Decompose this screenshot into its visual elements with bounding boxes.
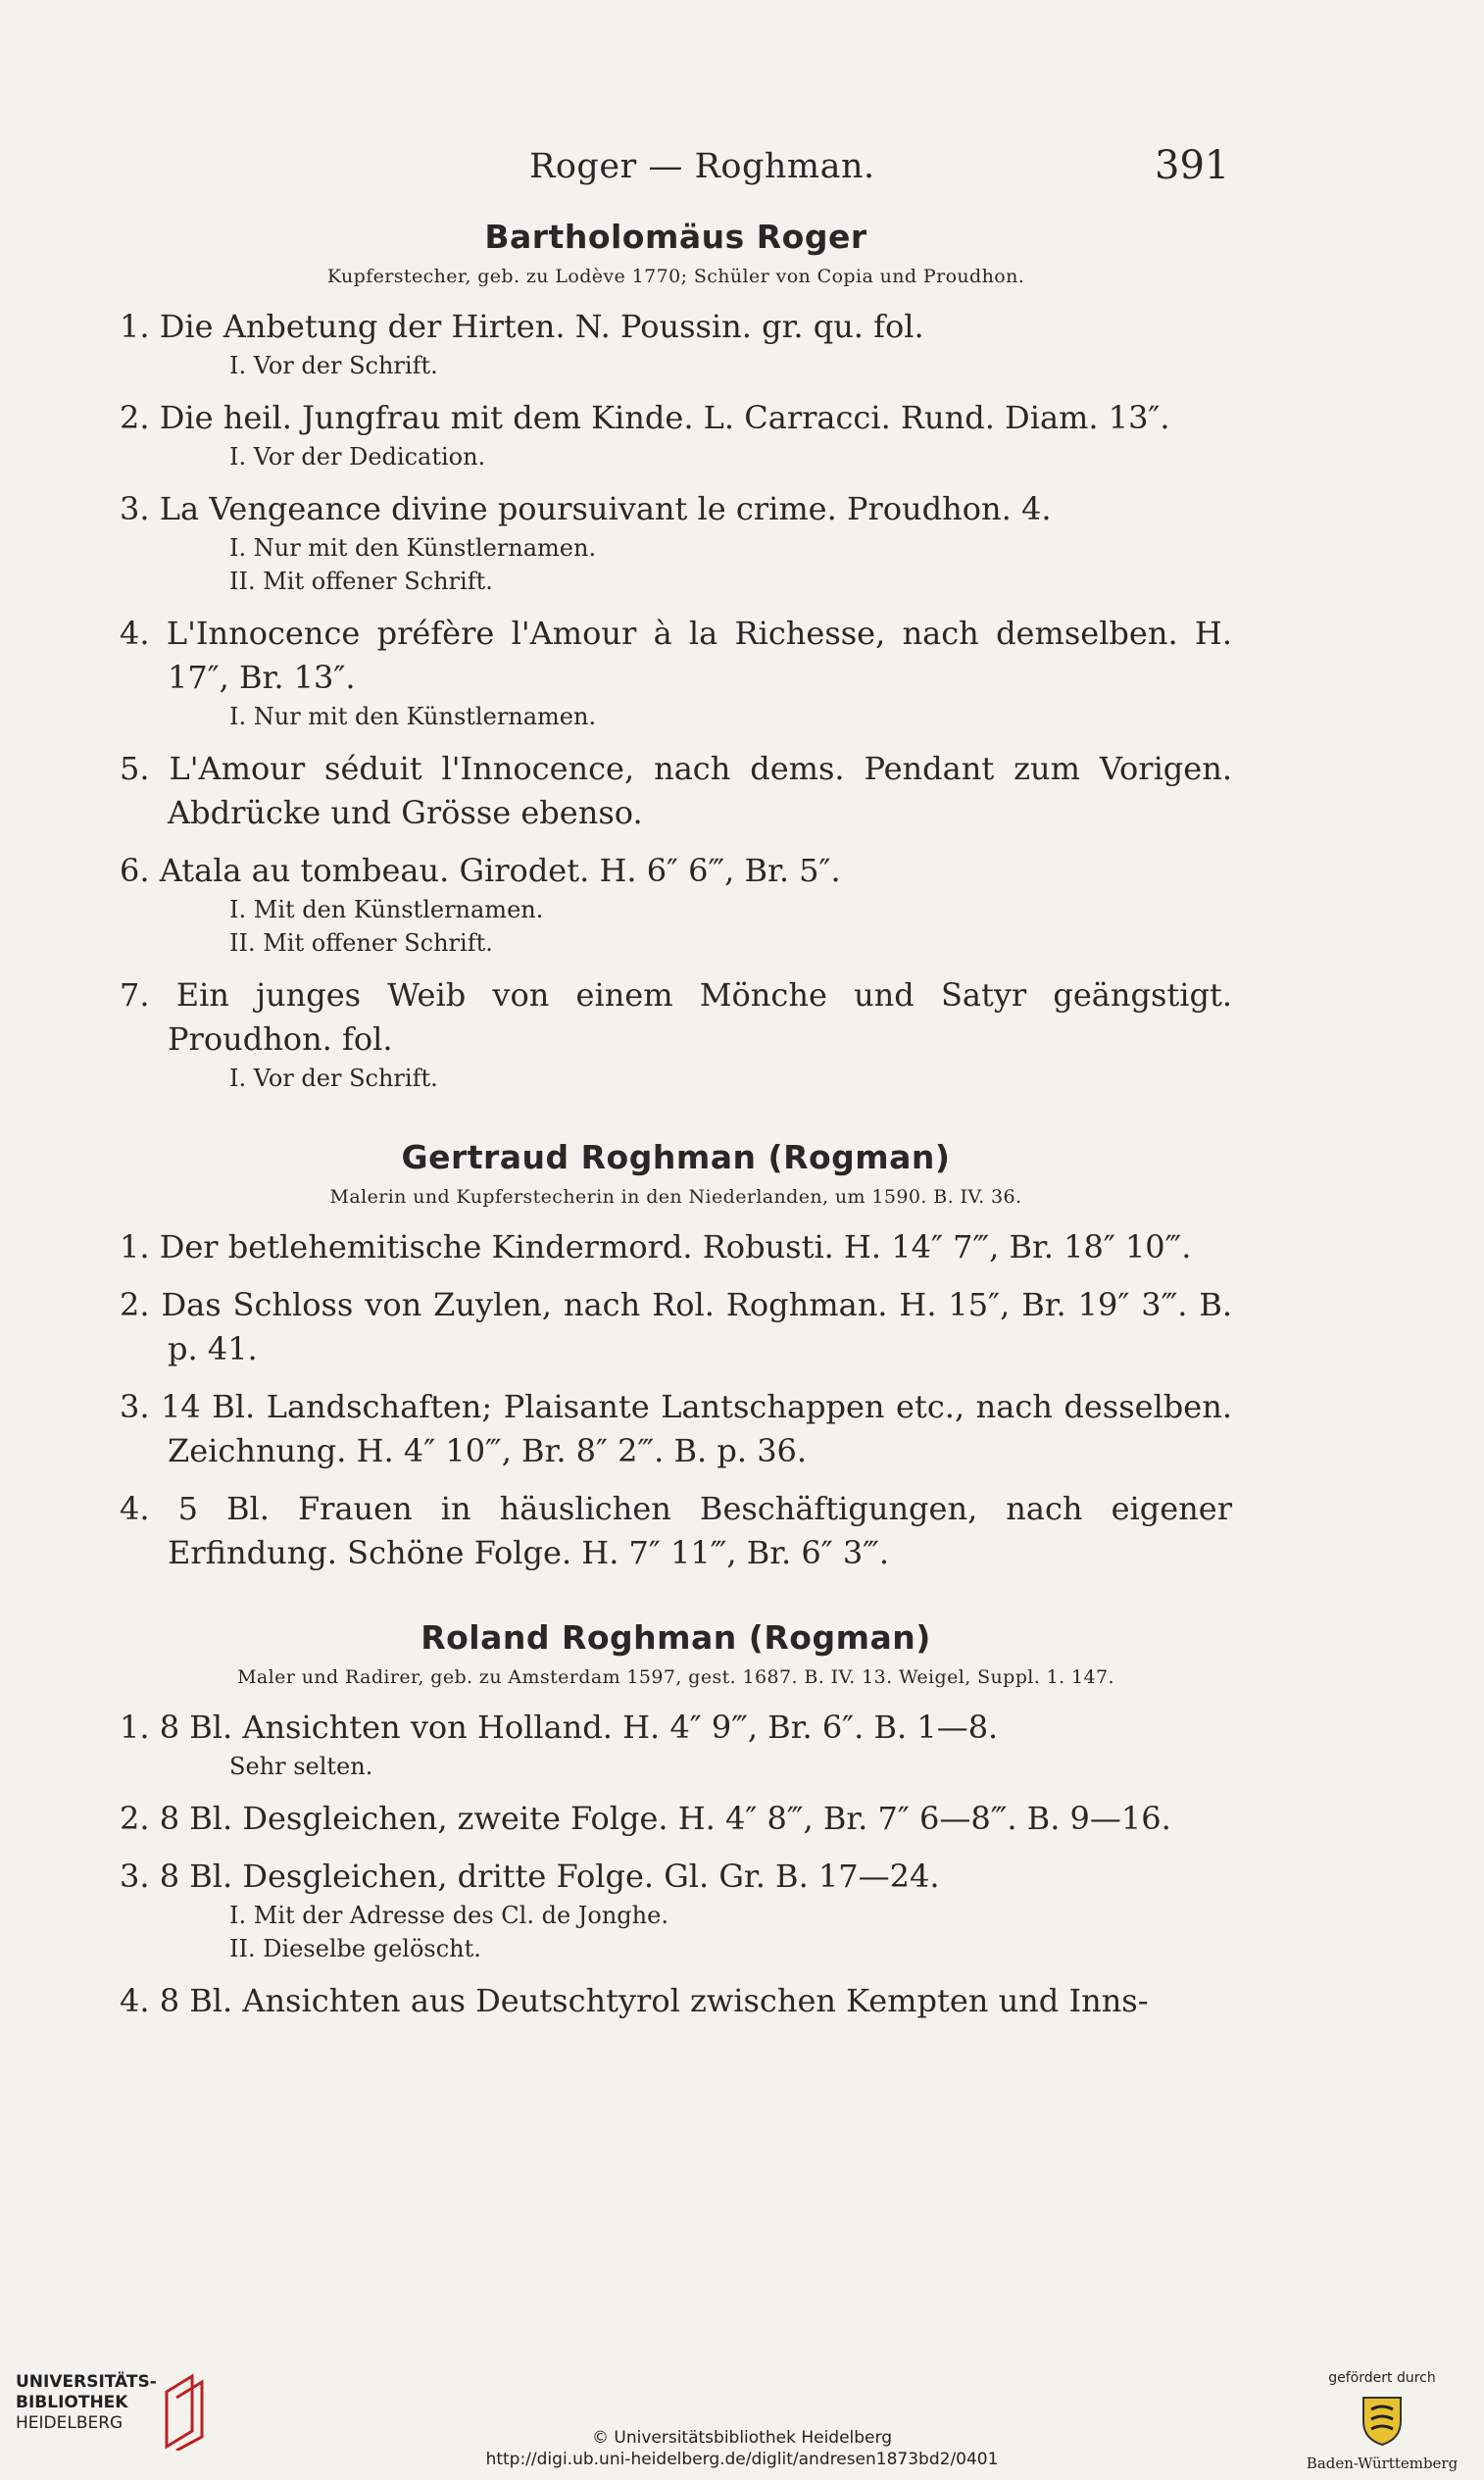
section-title: Gertraud Roghman (Rogman) [401,1138,951,1176]
section-subtitle: Kupferstecher, geb. zu Lodève 1770; Schüler von Copia und Proudhon. [326,266,1025,287]
entry-text: 2. Die heil. Jungfrau mit dem Kinde. L. Carracci. Rund. Diam. 13″. [120,399,1170,436]
entry-text: 7. Ein junges Weib von einem Mönche und Satyr geängstigt. Proudhon. fol. [120,976,1232,1058]
catalog-entry [120,305,1232,382]
entry-text: 1. Die Anbetung der Hirten. N. Poussin. gr. qu. fol. [120,308,924,345]
entry-text: 3. La Vengeance divine poursuivant le crime. Proudhon. 4. [120,490,1052,527]
coat-of-arms-icon [1358,2392,1407,2447]
funder-name: Baden-Württemberg [1306,2455,1459,2472]
catalog-entry [120,1706,1232,1783]
library-name-line3: HEIDELBERG [16,2413,124,2433]
section-subtitle: Maler und Radirer, geb. zu Amsterdam 1597, gest. 1687. B. IV. 13. Weigel, Suppl. 1. 147. [237,1666,1114,1688]
entry-state: I. Vor der Schrift. [229,1065,438,1092]
entry-text: 6. Atala au tombeau. Girodet. H. 6″ 6‴, Br. 5″. [120,852,841,889]
catalog-entry [120,612,1232,733]
catalog-entry [120,1225,1232,1269]
catalog-entry [120,1797,1232,1841]
entry-state: II. Dieselbe gelöscht. [229,1935,481,1962]
entry-text: 1. Der betlehemitische Kindermord. Robusti. H. 14″ 7‴, Br. 18″ 10‴. [120,1228,1192,1265]
section-subtitle: Malerin und Kupferstecherin in den Niederlanden, um 1590. B. IV. 36. [329,1186,1022,1208]
catalog-entry [120,973,1232,1095]
entry-text: 2. Das Schloss von Zuylen, nach Rol. Roghman. H. 15″, Br. 19″ 3‴. B. p. 41. [120,1286,1232,1367]
entry-state: I. Vor der Dedication. [229,443,486,471]
catalog-entry [120,747,1232,835]
catalog-entry [120,849,1232,960]
entry-state: II. Mit offener Schrift. [229,568,493,595]
page-number: 391 [1155,143,1230,188]
page-content [120,218,1232,2037]
footer-credits [0,2427,1484,2470]
entry-state: I. Vor der Schrift. [229,352,438,379]
catalog-entry [120,1855,1232,1965]
catalog-entry [120,487,1232,598]
entry-text: 4. 8 Bl. Ansichten aus Deutschtyrol zwischen Kempten und Inns- [120,1982,1149,2019]
entry-text: 3. 8 Bl. Desgleichen, dritte Folge. Gl. Gr. B. 17—24. [120,1858,940,1895]
section-title: Roland Roghman (Rogman) [420,1618,931,1657]
entry-text: 4. 5 Bl. Frauen in häuslichen Beschäftigungen, nach eigener Erfindung. Schöne Folge. H. 7″ 11‴, Br. 6″ 3‴. [120,1490,1232,1571]
funder-block [1294,2370,1470,2472]
copyright-text: © Universitätsbibliothek Heidelberg [591,2428,892,2448]
library-name-line2: BIBLIOTHEK [16,2393,128,2412]
permalink-url[interactable]: http://digi.ub.uni-heidelberg.de/diglit/andresen1873bd2/0401 [485,2450,999,2469]
section-title: Bartholomäus Roger [484,218,867,256]
entry-state: I. Nur mit den Künstlernamen. [229,534,597,562]
entry-state: II. Mit offener Schrift. [229,929,493,957]
catalog-entry [120,1979,1232,2023]
running-head [0,143,1484,196]
catalog-entry [120,1487,1232,1575]
catalog-entry [120,396,1232,473]
library-name-line1: UNIVERSITÄTS- [16,2372,157,2392]
entry-text: 1. 8 Bl. Ansichten von Holland. H. 4″ 9‴, Br. 6″. B. 1—8. [120,1709,999,1746]
running-title: Roger — Roghman. [529,147,875,186]
entry-state: I. Mit der Adresse des Cl. de Jonghe. [229,1902,668,1929]
catalog-entry [120,1283,1232,1371]
entry-state: I. Nur mit den Künstlernamen. [229,703,597,730]
entry-text: 2. 8 Bl. Desgleichen, zweite Folge. H. 4″ 8‴, Br. 7″ 6—8‴. B. 9—16. [120,1800,1171,1837]
entry-text: 3. 14 Bl. Landschaften; Plaisante Lantschappen etc., nach desselben. Zeichnung. H. 4″ 10‴, Br. 8″ 2‴. B. p. 36. [120,1388,1232,1469]
entry-state: Sehr selten. [229,1753,373,1780]
catalog-entry [120,1385,1232,1473]
entry-text: 5. L'Amour séduit l'Innocence, nach dems. Pendant zum Vorigen. Abdrücke und Grösse ebenso. [120,750,1232,831]
funded-by-label: gefördert durch [1328,2370,1436,2386]
entry-state: I. Mit den Künstlernamen. [229,896,544,923]
entry-text: 4. L'Innocence préfère l'Amour à la Richesse, nach demselben. H. 17″, Br. 13″. [120,615,1232,696]
